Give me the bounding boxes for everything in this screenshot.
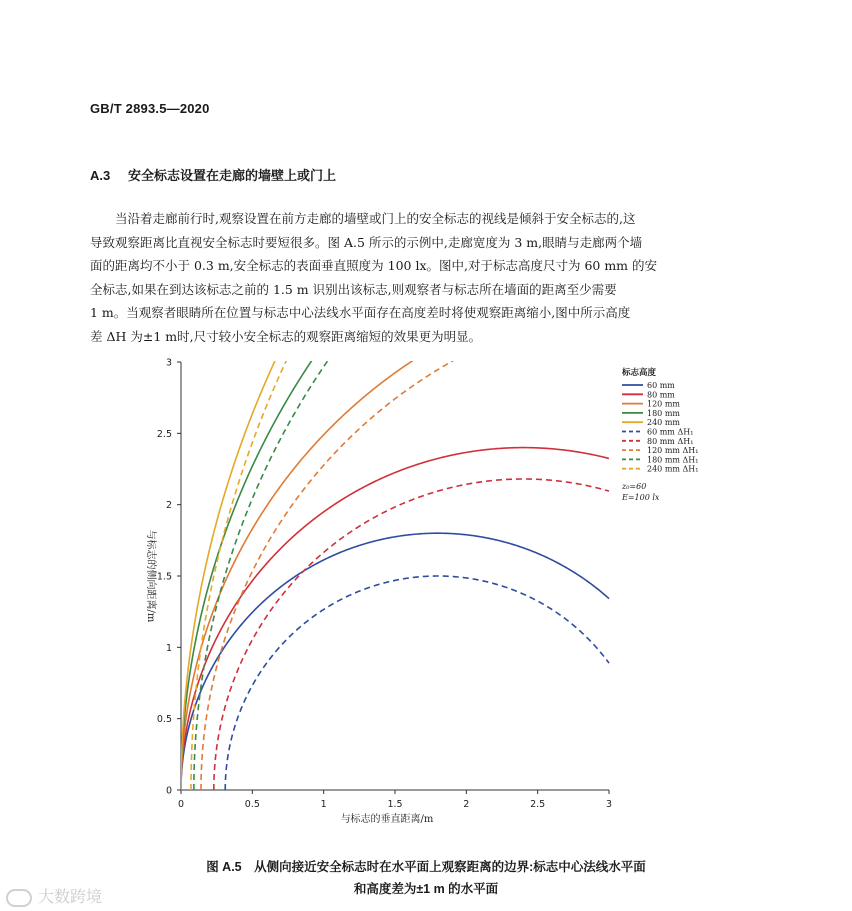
x-axis-label: 与标志的垂直距离/m xyxy=(340,814,434,825)
section-number: A.3 xyxy=(90,168,111,183)
legend-note: z₀=60 xyxy=(622,482,647,491)
paragraph-line: 面的距离均不小于 0.3 m,安全标志的表面垂直照度为 100 lx。图中,对于标志高度尺寸为 60 mm 的安 xyxy=(90,258,658,273)
legend-title: 标志高度 xyxy=(622,368,657,378)
paragraph-line: 1 m。当观察者眼睛所在位置与标志中心法线水平面存在高度差时将使观察距离缩小,图中所示高度 xyxy=(90,305,631,320)
legend-entry: 60 mm xyxy=(647,381,675,390)
legend-entry: 60 mm ΔH₁ xyxy=(647,427,694,437)
paragraph-line: 差 ΔH 为±1 m时,尺寸较小安全标志的观察距离缩短的效果更为明显。 xyxy=(90,328,482,344)
legend-note: E=100 lx xyxy=(622,493,660,502)
series-line xyxy=(214,479,609,790)
legend-entry: 80 mm xyxy=(647,390,675,400)
x-tick-label: 0 xyxy=(177,799,185,810)
legend-entry: 120 mm xyxy=(647,399,680,409)
x-tick-label: 2 xyxy=(463,799,470,810)
y-tick-label: 1.5 xyxy=(156,571,172,583)
y-tick-label: 0 xyxy=(165,785,172,797)
section-title: 安全标志设置在走廊的墙壁上或门上 xyxy=(128,168,337,183)
series-line xyxy=(201,348,478,790)
legend-entry: 120 mm ΔH₁ xyxy=(647,446,699,456)
paragraph-line: 当沿着走廊前行时,观察设置在前方走廊的墙壁或门上的安全标志的视线是倾斜于安全标志的,这 xyxy=(115,211,636,226)
watermark-logo-icon xyxy=(6,889,32,907)
legend-entry: 240 mm xyxy=(647,418,680,428)
y-tick-label: 3 xyxy=(165,357,172,369)
paragraph-line: 导致观察距离比直视安全标志时要短很多。图 A.5 所示的示例中,走廊宽度为 3 m,眼睛与走廊两个墙 xyxy=(90,234,643,250)
x-tick-label: 1 xyxy=(320,799,327,810)
y-tick-label: 2.5 xyxy=(156,428,172,440)
figure-caption-line-1: 图 A.5 从侧向接近安全标志时在水平面上观察距离的边界:标志中心法线水平面 xyxy=(206,860,646,874)
x-tick-label: 2.5 xyxy=(530,799,546,810)
x-tick-label: 1.5 xyxy=(387,799,403,810)
y-tick-label: 2 xyxy=(165,500,172,512)
x-tick-label: 0.5 xyxy=(244,799,260,810)
paragraph-line: 全标志,如果在到达该标志之前的 1.5 m 识别出该标志,则观察者与标志所在墙面的距离至少需要 xyxy=(90,281,617,297)
legend-entry: 180 mm xyxy=(647,408,680,418)
watermark xyxy=(6,884,102,907)
standard-code: GB/T 2893.5—2020 xyxy=(90,101,210,116)
series-line xyxy=(191,346,293,790)
y-tick-label: 0.5 xyxy=(156,714,172,726)
series-line xyxy=(181,448,609,790)
figure-caption-line-2: 和高度差为±1 m 的水平面 xyxy=(353,882,499,896)
series-line xyxy=(225,576,609,790)
x-tick-label: 3 xyxy=(605,799,613,810)
y-tick-label: 1 xyxy=(165,642,172,654)
y-axis-label: 与标志的侧向距离/m xyxy=(145,529,156,623)
legend-entry: 180 mm ΔH₁ xyxy=(647,455,699,465)
legend-entry: 80 mm ΔH₁ xyxy=(647,436,694,446)
series-line xyxy=(181,347,321,790)
legend-entry: 240 mm ΔH₁ xyxy=(647,464,699,474)
watermark-text: 大数跨境 xyxy=(38,887,103,906)
series-line xyxy=(181,533,609,790)
